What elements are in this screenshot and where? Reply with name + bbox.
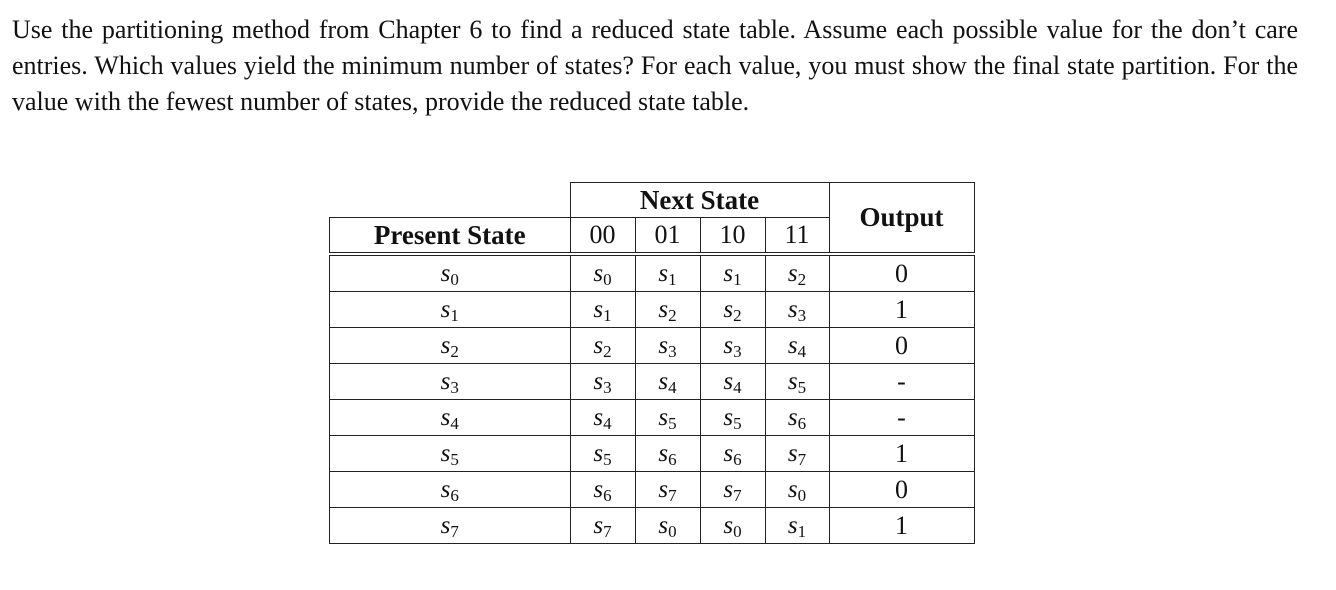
next-state-cell (765, 436, 829, 472)
next-state-cell (570, 472, 635, 508)
state-symbol-subscript: 1 (450, 305, 459, 325)
state-symbol-base: s (440, 403, 451, 431)
state-symbol (441, 260, 459, 287)
state-symbol (593, 404, 611, 431)
state-symbol-base: s (593, 403, 604, 431)
next-state-cell (635, 292, 700, 328)
state-symbol-subscript: 3 (797, 305, 807, 325)
input-header-00: 00 (570, 218, 635, 253)
state-symbol-base: s (658, 439, 669, 467)
state-symbol-base: s (723, 475, 734, 503)
present-state-cell (330, 472, 571, 508)
output-cell: 1 (829, 436, 974, 472)
state-symbol-subscript: 0 (668, 521, 677, 541)
state-symbol-base: s (723, 259, 734, 287)
state-symbol (658, 476, 676, 503)
present-state-cell (330, 256, 571, 292)
table-row (330, 328, 975, 364)
state-symbol-subscript: 7 (797, 449, 807, 469)
state-symbol-subscript: 4 (450, 413, 459, 433)
state-symbol (593, 440, 611, 467)
state-symbol-base: s (658, 367, 669, 395)
present-state-cell (330, 328, 571, 364)
state-symbol-subscript: 1 (603, 305, 612, 325)
present-state-cell (330, 436, 571, 472)
state-symbol-base: s (723, 403, 734, 431)
state-symbol-subscript: 6 (450, 485, 459, 505)
next-state-cell (700, 256, 765, 292)
table-row (330, 508, 975, 544)
state-symbol-base: s (440, 475, 451, 503)
next-state-cell (570, 400, 635, 436)
state-symbol (788, 332, 806, 359)
state-symbol (788, 368, 806, 395)
state-symbol-base: s (440, 367, 451, 395)
next-state-cell (700, 292, 765, 328)
state-symbol (788, 512, 806, 539)
next-state-cell (700, 472, 765, 508)
state-symbol (593, 368, 611, 395)
state-symbol-subscript: 3 (733, 341, 742, 361)
next-state-cell (635, 472, 700, 508)
state-symbol-base: s (723, 511, 734, 539)
present-state-cell (330, 364, 571, 400)
state-symbol (441, 332, 459, 359)
next-state-cell (635, 508, 700, 544)
present-state-cell (330, 508, 571, 544)
state-symbol-base: s (440, 439, 451, 467)
state-symbol (723, 296, 741, 323)
next-state-cell (765, 328, 829, 364)
state-symbol-subscript: 2 (450, 341, 459, 361)
output-cell: 0 (829, 472, 974, 508)
output-cell: 0 (829, 256, 974, 292)
state-symbol-subscript: 2 (668, 305, 677, 325)
output-cell: 0 (829, 328, 974, 364)
state-symbol-base: s (593, 331, 604, 359)
problem-statement: Use the partitioning method from Chapter 6 to find a reduced state table. Assume each possible value for the don’t care entries. Which values yield the minimum number of states? For each value, you must show the final state partition. For the value with the fewest number of states, provide the reduced state table. (12, 15, 1298, 116)
next-state-cell (570, 364, 635, 400)
state-symbol-base: s (440, 511, 451, 539)
state-symbol-base: s (658, 403, 669, 431)
next-state-cell (570, 436, 635, 472)
state-symbol-subscript: 6 (603, 485, 612, 505)
state-symbol-base: s (787, 331, 798, 359)
state-symbol-subscript: 0 (603, 269, 612, 289)
state-symbol (723, 368, 741, 395)
output-cell: 1 (829, 292, 974, 328)
next-state-cell (765, 508, 829, 544)
state-symbol-subscript: 6 (733, 449, 742, 469)
state-symbol-base: s (593, 367, 604, 395)
state-symbol-base: s (593, 295, 604, 323)
state-symbol-base: s (787, 367, 798, 395)
state-table-body (330, 253, 975, 544)
state-symbol-base: s (593, 511, 604, 539)
state-symbol-base: s (787, 439, 798, 467)
state-symbol-subscript: 3 (603, 377, 612, 397)
state-symbol-base: s (440, 331, 451, 359)
state-symbol-base: s (658, 295, 669, 323)
input-header-11: 11 (765, 218, 829, 253)
state-symbol (593, 512, 611, 539)
state-symbol-base: s (658, 259, 669, 287)
next-state-cell (765, 364, 829, 400)
state-symbol-base: s (787, 475, 798, 503)
next-state-cell (570, 256, 635, 292)
state-symbol-subscript: 4 (733, 377, 742, 397)
state-symbol (723, 332, 741, 359)
state-symbol-subscript: 1 (668, 269, 677, 289)
state-symbol-base: s (440, 259, 451, 287)
table-row (330, 292, 975, 328)
output-cell: 1 (829, 508, 974, 544)
state-symbol-base: s (723, 367, 734, 395)
state-symbol-subscript: 5 (450, 449, 459, 469)
state-symbol-base: s (658, 475, 669, 503)
state-symbol (441, 368, 459, 395)
state-symbol (788, 440, 806, 467)
state-symbol-subscript: 5 (797, 377, 807, 397)
state-symbol (723, 440, 741, 467)
next-state-cell (635, 436, 700, 472)
next-state-cell (635, 256, 700, 292)
state-symbol-subscript: 7 (668, 485, 677, 505)
table-row (330, 472, 975, 508)
state-symbol-subscript: 6 (797, 413, 807, 433)
state-symbol (658, 332, 676, 359)
output-header: Output (829, 183, 974, 253)
state-symbol (723, 512, 741, 539)
state-symbol (788, 404, 806, 431)
state-symbol-subscript: 4 (668, 377, 677, 397)
output-cell: - (829, 364, 974, 400)
state-symbol (441, 440, 459, 467)
state-symbol (441, 404, 459, 431)
state-symbol-base: s (787, 403, 798, 431)
next-state-cell (635, 328, 700, 364)
state-symbol-base: s (593, 439, 604, 467)
state-symbol-subscript: 0 (450, 269, 459, 289)
state-symbol-subscript: 0 (733, 521, 742, 541)
state-symbol (593, 332, 611, 359)
state-symbol-subscript: 7 (603, 521, 612, 541)
present-state-cell (330, 292, 571, 328)
state-symbol-subscript: 2 (603, 341, 612, 361)
state-symbol (658, 404, 676, 431)
state-symbol-subscript: 0 (797, 485, 807, 505)
state-symbol (593, 260, 611, 287)
state-symbol (788, 476, 806, 503)
state-symbol (658, 260, 676, 287)
state-symbol-base: s (658, 331, 669, 359)
state-symbol (658, 512, 676, 539)
header-blank-cell (330, 183, 571, 218)
state-table (329, 182, 975, 544)
state-symbol-base: s (723, 439, 734, 467)
state-symbol (441, 512, 459, 539)
state-symbol-base: s (723, 295, 734, 323)
next-state-cell (700, 400, 765, 436)
state-symbol-base: s (787, 259, 798, 287)
state-symbol (788, 296, 806, 323)
next-state-cell (765, 292, 829, 328)
next-state-cell (765, 472, 829, 508)
state-symbol-base: s (723, 331, 734, 359)
state-symbol (658, 440, 676, 467)
present-state-cell (330, 400, 571, 436)
next-state-cell (635, 400, 700, 436)
state-symbol-subscript: 4 (797, 341, 807, 361)
input-header-10: 10 (700, 218, 765, 253)
next-state-cell (765, 400, 829, 436)
state-symbol (593, 476, 611, 503)
state-symbol-subscript: 5 (733, 413, 742, 433)
next-state-cell (765, 256, 829, 292)
next-state-cell (700, 436, 765, 472)
state-symbol-subscript: 4 (603, 413, 612, 433)
state-symbol-subscript: 2 (797, 269, 807, 289)
state-symbol-base: s (440, 295, 451, 323)
header-row-top (330, 183, 975, 218)
state-symbol-base: s (658, 511, 669, 539)
next-state-cell (570, 508, 635, 544)
state-symbol (593, 296, 611, 323)
next-state-cell (700, 508, 765, 544)
state-symbol-subscript: 3 (450, 377, 459, 397)
state-symbol-subscript: 5 (668, 413, 677, 433)
state-symbol-subscript: 1 (733, 269, 742, 289)
state-symbol (723, 476, 741, 503)
state-symbol (658, 368, 676, 395)
next-state-cell (700, 364, 765, 400)
next-state-cell (635, 364, 700, 400)
state-symbol (441, 476, 459, 503)
state-symbol-base: s (787, 295, 798, 323)
next-state-cell (700, 328, 765, 364)
state-symbol-subscript: 3 (668, 341, 677, 361)
table-row (330, 400, 975, 436)
state-symbol-base: s (593, 475, 604, 503)
output-cell: - (829, 400, 974, 436)
table-row (330, 364, 975, 400)
next-state-cell (570, 328, 635, 364)
state-symbol-subscript: 2 (733, 305, 742, 325)
state-symbol (441, 296, 459, 323)
state-symbol-subscript: 5 (603, 449, 612, 469)
state-symbol-base: s (787, 511, 798, 539)
present-state-header: Present State (330, 218, 571, 253)
input-header-01: 01 (635, 218, 700, 253)
state-symbol-base: s (593, 259, 604, 287)
state-symbol (723, 404, 741, 431)
next-state-cell (570, 292, 635, 328)
table-row (330, 436, 975, 472)
state-symbol-subscript: 7 (733, 485, 742, 505)
state-symbol-subscript: 1 (797, 521, 807, 541)
table-row (330, 256, 975, 292)
state-symbol (723, 260, 741, 287)
state-symbol (788, 260, 806, 287)
next-state-header: Next State (570, 183, 829, 218)
state-symbol-subscript: 6 (668, 449, 677, 469)
state-symbol (658, 296, 676, 323)
state-symbol-subscript: 7 (450, 521, 459, 541)
